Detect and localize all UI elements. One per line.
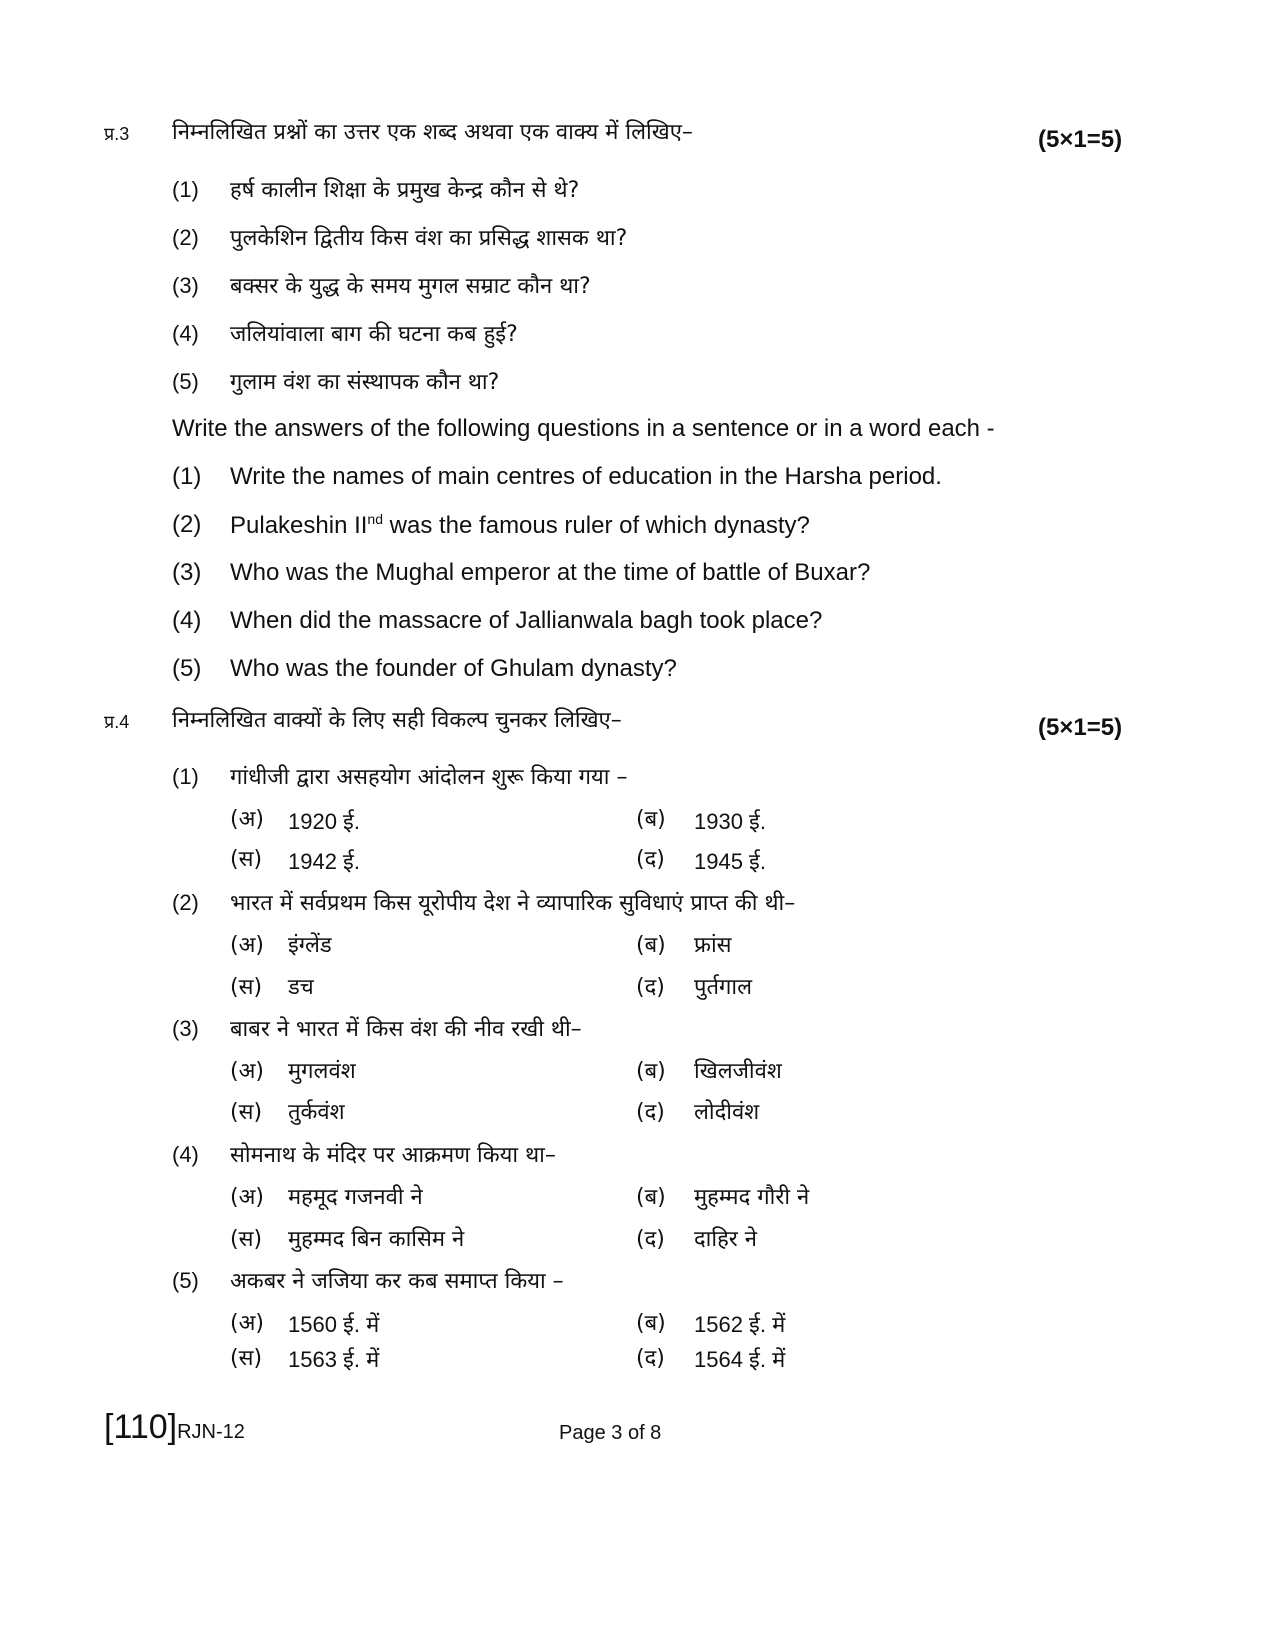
q3-hi-item-text: जलियांवाला बाग की घटना कब हुई? <box>230 322 518 347</box>
option-key: (स) <box>230 1100 263 1125</box>
option-key: (ब) <box>636 1059 666 1084</box>
option-key: (ब) <box>636 1311 666 1336</box>
option-text: मुगलवंश <box>288 1059 356 1084</box>
q3-hi-item-num: (4) <box>172 321 199 346</box>
paper-code-main: [110] <box>104 1408 178 1446</box>
q4-marks: (5×1=5) <box>1038 714 1123 741</box>
paper-code-sub: RJN-12 <box>177 1421 245 1443</box>
option-key: (स) <box>230 1346 263 1371</box>
q4-item-text: बाबर ने भारत में किस वंश की नीव रखी थी– <box>230 1017 582 1042</box>
option-text: लोदीवंश <box>694 1100 760 1125</box>
paper-code <box>104 1408 245 1447</box>
q3-hi-item-num: (3) <box>172 273 199 298</box>
option-text: डच <box>288 975 314 1000</box>
option-text: 1930 ई. <box>694 809 766 834</box>
q3-en-item-text: Who was the founder of Ghulam dynasty? <box>230 655 677 682</box>
q3-marks: (5×1=5) <box>1038 126 1123 153</box>
option-key: (अ) <box>230 933 264 958</box>
option-key: (स) <box>230 847 263 872</box>
q4-item-text: भारत में सर्वप्रथम किस यूरोपीय देश ने व्यापारिक सुविधाएं प्राप्त की थी– <box>230 891 796 916</box>
option-text: 1562 ई. में <box>694 1312 786 1337</box>
option-text: फ्रांस <box>694 933 732 958</box>
q3-en-item-num: (4) <box>172 607 202 634</box>
option-key: (द) <box>636 1100 665 1125</box>
option-text: 1942 ई. <box>288 849 360 874</box>
option-text: 1945 ई. <box>694 849 766 874</box>
q4-item-num: (3) <box>172 1016 199 1041</box>
option-text: 1564 ई. में <box>694 1347 786 1372</box>
option-key: (द) <box>636 975 665 1000</box>
q3-en-item-num: (2) <box>172 511 202 538</box>
option-text: मुहम्मद गौरी ने <box>694 1185 810 1210</box>
option-key: (अ) <box>230 1059 264 1084</box>
q3-hi-item-text: बक्सर के युद्ध के समय मुगल सम्राट कौन था? <box>230 274 591 299</box>
q3-en-item-num: (1) <box>172 463 202 490</box>
q3-hi-item-text: पुलकेशिन द्वितीय किस वंश का प्रसिद्ध शासक था? <box>230 226 628 251</box>
option-key: (अ) <box>230 807 264 832</box>
option-text: 1920 ई. <box>288 809 360 834</box>
q3-instruction-english: Write the answers of the following questions in a sentence or in a word each - <box>172 415 995 442</box>
q3-en-item-text: When did the massacre of Jallianwala bagh took place? <box>230 607 823 634</box>
q3-hi-item-num: (2) <box>172 225 199 250</box>
q4-item-text: सोमनाथ के मंदिर पर आक्रमण किया था– <box>230 1143 556 1168</box>
option-text: महमूद गजनवी ने <box>288 1185 423 1210</box>
q3-en-item-num: (3) <box>172 559 202 586</box>
q4-instruction-hindi: निम्नलिखित वाक्यों के लिए सही विकल्प चुनकर लिखिए– <box>172 708 622 733</box>
q3-hi-item-text: गुलाम वंश का संस्थापक कौन था? <box>230 370 500 395</box>
option-text: इंग्लेंड <box>288 933 332 958</box>
q4-item-num: (1) <box>172 764 199 789</box>
q4-item-num: (2) <box>172 890 199 915</box>
q4-item-num: (4) <box>172 1142 199 1167</box>
q3-en-item-num: (5) <box>172 655 202 682</box>
q3-en-item-text: Pulakeshin IInd was the famous ruler of which dynasty? <box>230 511 810 539</box>
option-text: पुर्तगाल <box>694 975 753 1000</box>
page-number: Page 3 of 8 <box>559 1422 662 1444</box>
option-key: (ब) <box>636 1185 666 1210</box>
option-key: (स) <box>230 1227 263 1252</box>
option-key: (अ) <box>230 1311 264 1336</box>
q3-hi-item-num: (1) <box>172 177 199 202</box>
q3-en-item-text: Write the names of main centres of education in the Harsha period. <box>230 463 942 490</box>
option-text: खिलजीवंश <box>694 1059 782 1084</box>
option-key: (स) <box>230 975 263 1000</box>
option-key: (द) <box>636 1346 665 1371</box>
option-key: (द) <box>636 847 665 872</box>
option-key: (ब) <box>636 933 666 958</box>
option-key: (द) <box>636 1227 665 1252</box>
option-key: (ब) <box>636 807 666 832</box>
q3-label: प्र.3 <box>104 124 130 144</box>
q3-hi-item-num: (5) <box>172 369 199 394</box>
option-text: 1563 ई. में <box>288 1347 380 1372</box>
q4-item-num: (5) <box>172 1268 199 1293</box>
option-text: मुहम्मद बिन कासिम ने <box>288 1227 465 1252</box>
option-text: 1560 ई. में <box>288 1312 380 1337</box>
q4-item-text: अकबर ने जजिया कर कब समाप्त किया – <box>230 1269 564 1294</box>
q4-label: प्र.4 <box>104 712 130 732</box>
q3-en-item-text: Who was the Mughal emperor at the time of battle of Buxar? <box>230 559 871 586</box>
q4-item-text: गांधीजी द्वारा असहयोग आंदोलन शुरू किया गया – <box>230 765 628 790</box>
q3-hi-item-text: हर्ष कालीन शिक्षा के प्रमुख केन्द्र कौन से थे? <box>230 178 580 203</box>
option-key: (अ) <box>230 1185 264 1210</box>
option-text: तुर्कवंश <box>288 1100 345 1125</box>
q3-instruction-hindi: निम्नलिखित प्रश्नों का उत्तर एक शब्द अथवा एक वाक्य में लिखिए– <box>172 120 693 145</box>
option-text: दाहिर ने <box>694 1227 757 1252</box>
